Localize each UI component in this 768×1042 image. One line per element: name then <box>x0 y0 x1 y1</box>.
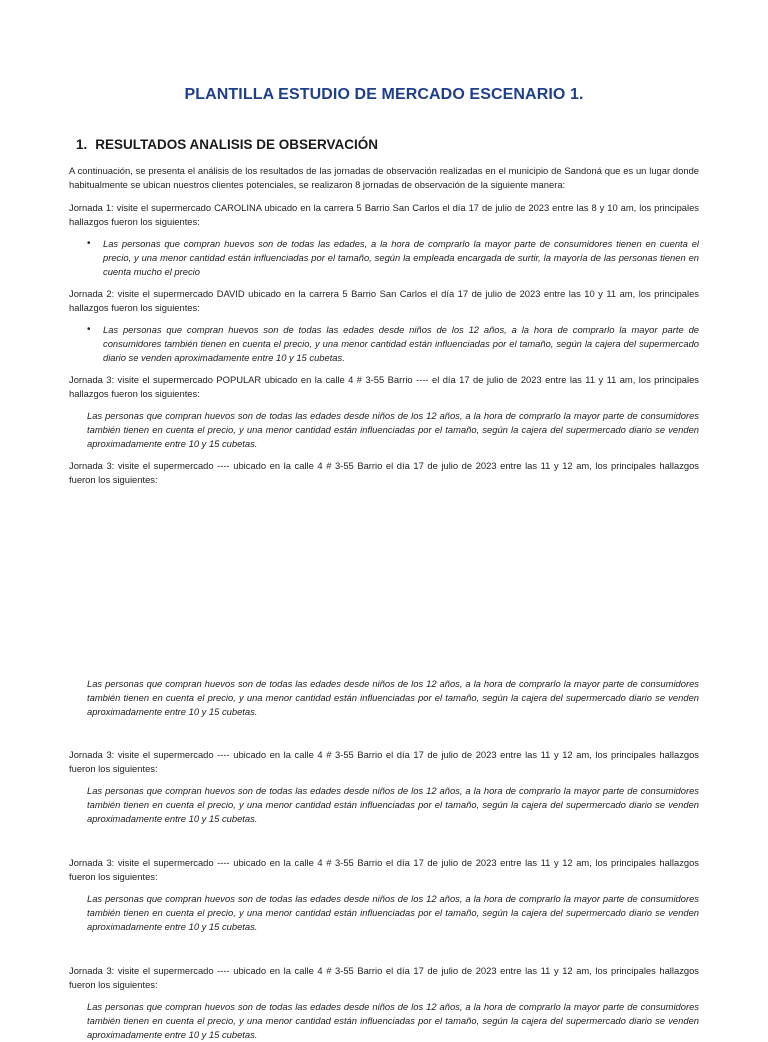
bullet-icon: • <box>87 238 91 249</box>
document-title: PLANTILLA ESTUDIO DE MERCADO ESCENARIO 1. <box>184 86 584 103</box>
section-number: 1. <box>76 137 88 152</box>
finding-text: Las personas que compran huevos son de todas las edades desde niños de los 12 años, a la hora de comprarlo la mayor parte de consumidores también tienen en cuenta el precio, y una menor cantidad están influenciadas por el tamaño, según la cajera del supermercado diario se venden aproximadamente entre 10 y 15 cubetas. <box>103 324 699 363</box>
jornada-1-finding <box>87 237 699 279</box>
jornada-6-finding: Las personas que compran huevos son de todas las edades desde niños de los 12 años, a la hora de comprarlo la mayor parte de consumidores también tienen en cuenta el precio, y una menor cantidad están influenciadas por el tamaño, según la cajera del supermercado diario se venden aproximadamente entre 10 y 15 cubetas. <box>87 893 699 932</box>
finding-text: Las personas que compran huevos son de todas las edades, a la hora de comprarlo la mayor parte de consumidores tienen en cuenta el precio, y una menor cantidad están influenciadas por el tamaño, según la empleada encargada de surtir, la mayoría de las personas tienen en cuenta mucho el precio <box>103 238 699 277</box>
section-heading-text: RESULTADOS ANALISIS DE OBSERVACIÓN <box>95 137 379 152</box>
jornada-3-text: Jornada 3: visite el supermercado POPULAR ubicado en la calle 4 # 3-55 Barrio ---- el día 17 de julio de 2023 entre las 11 y 11 am, los principales hallazgos fueron los siguientes: <box>69 374 699 399</box>
bullet-icon: • <box>87 324 91 335</box>
jornada-7-text: Jornada 3: visite el supermercado ---- ubicado en la calle 4 # 3-55 Barrio el día 17 de julio de 2023 entre las 11 y 12 am, los principales hallazgos fueron los siguientes: <box>69 965 699 990</box>
intro-paragraph: A continuación, se presenta el análisis de los resultados de las jornadas de observación realizadas en el municipio de Sandoná que es un lugar donde habitualmente se ubican nuestros clientes potenciales, se realizaron 8 jornadas de observación de la siguiente manera: <box>69 165 699 190</box>
section-heading <box>76 137 378 152</box>
jornada-4-finding: Las personas que compran huevos son de todas las edades desde niños de los 12 años, a la hora de comprarlo la mayor parte de consumidores también tienen en cuenta el precio, y una menor cantidad están influenciadas por el tamaño, según la cajera del supermercado diario se venden aproximadamente entre 10 y 15 cubetas. <box>87 678 699 717</box>
jornada-5-text: Jornada 3: visite el supermercado ---- ubicado en la calle 4 # 3-55 Barrio el día 17 de julio de 2023 entre las 11 y 12 am, los principales hallazgos fueron los siguientes: <box>69 749 699 774</box>
jornada-7-finding: Las personas que compran huevos son de todas las edades desde niños de los 12 años, a la hora de comprarlo la mayor parte de consumidores también tienen en cuenta el precio, y una menor cantidad están influenciadas por el tamaño, según la cajera del supermercado diario se venden aproximadamente entre 10 y 15 cubetas. <box>87 1001 699 1040</box>
jornada-3-finding: Las personas que compran huevos son de todas las edades desde niños de los 12 años, a la hora de comprarlo la mayor parte de consumidores también tienen en cuenta el precio, y una menor cantidad están influenciadas por el tamaño, según la cajera del supermercado diario se venden aproximadamente entre 10 y 15 cubetas. <box>87 410 699 449</box>
jornada-1-text: Jornada 1: visite el supermercado CAROLINA ubicado en la carrera 5 Barrio San Carlos el día 17 de julio de 2023 entre las 8 y 10 am, los principales hallazgos fueron los siguientes: <box>69 202 699 227</box>
jornada-2-text: Jornada 2: visite el supermercado DAVID ubicado en la carrera 5 Barrio San Carlos el día 17 de julio de 2023 entre las 10 y 11 am, los principales hallazgos fueron los siguientes: <box>69 288 699 313</box>
jornada-5-finding: Las personas que compran huevos son de todas las edades desde niños de los 12 años, a la hora de comprarlo la mayor parte de consumidores también tienen en cuenta el precio, y una menor cantidad están influenciadas por el tamaño, según la cajera del supermercado diario se venden aproximadamente entre 10 y 15 cubetas. <box>87 785 699 824</box>
jornada-4-text: Jornada 3: visite el supermercado ---- ubicado en la calle 4 # 3-55 Barrio el día 17 de julio de 2023 entre las 11 y 12 am, los principales hallazgos fueron los siguientes: <box>69 460 699 485</box>
jornada-6-text: Jornada 3: visite el supermercado ---- ubicado en la calle 4 # 3-55 Barrio el día 17 de julio de 2023 entre las 11 y 12 am, los principales hallazgos fueron los siguientes: <box>69 857 699 882</box>
jornada-2-finding <box>87 323 699 365</box>
